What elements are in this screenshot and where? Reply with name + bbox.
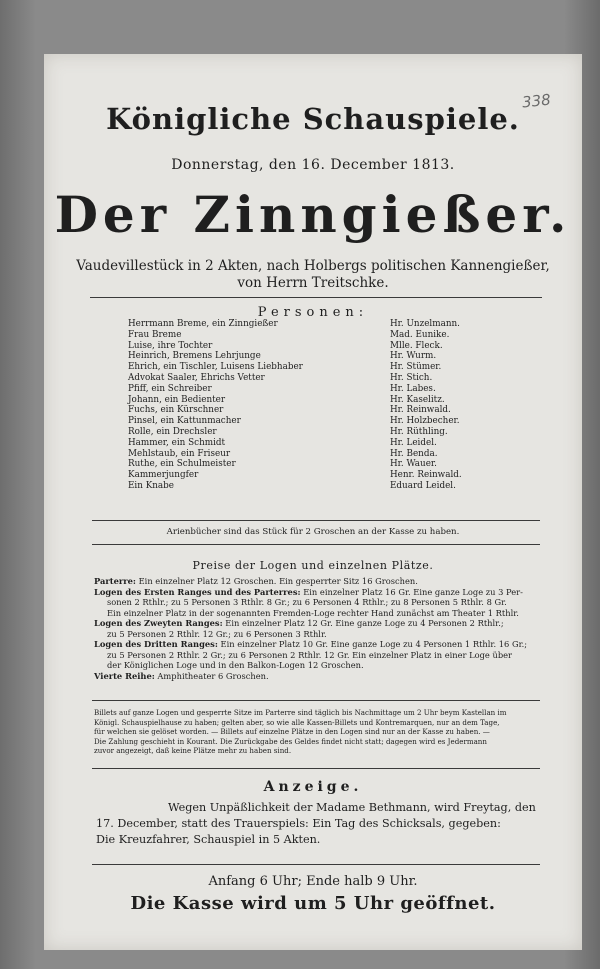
cast-actor: Eduard Leidel. (390, 480, 456, 491)
cast-actor: Hr. Rüthling. (390, 426, 448, 437)
price-line (94, 671, 564, 682)
price-line (94, 639, 564, 650)
price-text: Ein einzelner Platz in der sogenannten Fremden-Loge rechter Hand zunächst am Theater 1 Rthlr. (107, 607, 519, 618)
announcement-body (96, 800, 566, 848)
cast-role: Luise, ihre Tochter (128, 340, 213, 351)
cast-actor: Hr. Kaselitz. (390, 394, 445, 405)
cast-actor: Hr. Wurm. (390, 351, 437, 362)
cast-role: Ruthe, ein Schulmeister (128, 459, 236, 470)
cast-actor: Hr. Benda. (390, 448, 438, 459)
play-title: Der Zinngießer. (54, 185, 572, 244)
price-line (94, 629, 564, 640)
price-line (94, 587, 564, 598)
price-text: zu 5 Personen 2 Rthlr. 12 Gr.; zu 6 Personen 3 Rthlr. (107, 628, 327, 639)
price-label: Logen des Zweyten Ranges: (94, 618, 223, 628)
cast-row (128, 319, 548, 330)
cast-role: Rolle, ein Drechsler (128, 426, 217, 437)
price-line (94, 618, 564, 629)
cast-list (128, 319, 548, 492)
cast-row (128, 405, 548, 416)
price-label: Parterre: (94, 576, 136, 586)
price-label: Logen des Dritten Ranges: (94, 639, 218, 649)
cast-role: Advokat Saaler, Ehrichs Vetter (128, 372, 265, 383)
divider-rule (92, 768, 540, 769)
cast-row (128, 351, 548, 362)
notice-line: zuvor angezeigt, daß keine Plätze mehr zu haben sind. (94, 746, 292, 756)
cast-row (128, 427, 548, 438)
price-text: sonen 2 Rthlr.; zu 5 Personen 3 Rthlr. 8 Gr.; zu 6 Personen 4 Rthlr.; zu 8 Personen 5 Rthlr. 8 Gr. (107, 597, 507, 607)
announcement-line: 17. December, statt des Trauerspiels: Ein Tag des Schicksals, gegeben: (96, 817, 501, 830)
cast-role: Hammer, ein Schmidt (128, 437, 226, 448)
cast-actor: Hr. Leidel. (390, 437, 437, 448)
cast-row (128, 416, 548, 427)
price-text: Ein einzelner Platz 16 Gr. Eine ganze Loge zu 3 Per- (300, 586, 523, 597)
cast-actor: Mlle. Fleck. (390, 340, 443, 351)
cast-row (128, 470, 548, 481)
cast-actor: Mad. Eunike. (390, 329, 450, 340)
price-text: Ein einzelner Platz 10 Gr. Eine ganze Loge zu 4 Personen 1 Rthlr. 16 Gr.; (217, 639, 528, 649)
cast-role: Johann, ein Bedienter (128, 394, 226, 405)
cast-row (128, 362, 548, 373)
announcement-line: Wegen Unpäßlichkeit der Madame Bethmann, wird Freytag, den (168, 801, 536, 814)
play-subtitle-line-1: Vaudevillestück in 2 Akten, nach Holbergs politischen Kannengießer, (76, 258, 550, 274)
cast-actor: Hr. Stümer. (390, 362, 442, 373)
price-text: Ein einzelner Platz 12 Groschen. Ein gesperrter Sitz 16 Groschen. (135, 576, 418, 586)
cast-role: Heinrich, Bremens Lehrjunge (128, 351, 261, 362)
cast-actor: Hr. Wauer. (390, 459, 437, 470)
notice-line: Billets auf ganze Logen und gesperrte Sitze im Parterre sind täglich bis Nachmittage um 2 Uhr beym Kastellan im (94, 708, 507, 717)
announcement-line: Die Kreuzfahrer, Schauspiel in 5 Akten. (96, 833, 321, 846)
divider-rule (92, 700, 540, 701)
cast-role: Mehlstaub, ein Friseur (128, 448, 231, 459)
price-text: zu 5 Personen 2 Rthlr. 2 Gr.; zu 6 Personen 2 Rthlr. 12 Gr. Ein einzelner Platz in einer Loge über (107, 649, 513, 660)
ticket-notice (94, 708, 564, 756)
divider-rule (92, 544, 540, 545)
price-line (94, 608, 564, 619)
cast-actor: Hr. Holzbecher. (390, 416, 460, 427)
divider-rule (92, 864, 540, 865)
cast-row (128, 449, 548, 460)
notice-line: Die Zahlung geschieht in Kourant. Die Zurückgabe des Geldes findet nicht statt; dagegen wird es Jedermann (94, 736, 487, 746)
price-list (94, 576, 564, 681)
theatre-title: Königliche Schauspiele. (106, 102, 520, 136)
cast-row (128, 330, 548, 341)
cast-actor: Hr. Reinwald. (390, 405, 451, 416)
cast-row (128, 384, 548, 395)
price-line (94, 660, 564, 671)
cast-row (128, 481, 548, 492)
cast-row (128, 459, 548, 470)
cast-role: Pfiff, ein Schreiber (128, 383, 212, 394)
price-label: Vierte Reihe: (94, 670, 155, 681)
start-time-line: Anfang 6 Uhr; Ende halb 9 Uhr. (208, 874, 418, 889)
cast-actor: Henr. Reinwald. (390, 470, 462, 481)
performance-date: Donnerstag, den 16. December 1813. (171, 157, 455, 173)
price-line (94, 597, 564, 608)
divider-rule (90, 297, 542, 298)
box-office-line: Die Kasse wird um 5 Uhr geöffnet. (130, 893, 496, 914)
cast-row (128, 341, 548, 352)
cast-role: Kammerjungfer (128, 470, 199, 481)
price-label: Logen des Ersten Ranges und des Parterres: (94, 586, 301, 597)
notice-line: für welchen sie gelöset worden. — Billets auf einzelne Plätze in den Logen sind nur an der Kasse zu haben. — (94, 727, 490, 737)
price-text: Ein einzelner Platz 12 Gr. Eine ganze Loge zu 4 Personen 2 Rthlr.; (222, 618, 504, 628)
cast-role: Ehrich, ein Tischler, Luisens Liebhaber (128, 362, 303, 373)
cast-role: Pinsel, ein Kattunmacher (128, 416, 241, 427)
libretto-note: Arienbücher sind das Stück für 2 Groschen an der Kasse zu haben. (166, 527, 460, 537)
cast-role: Herrmann Breme, ein Zinngießer (128, 319, 278, 329)
cast-role: Ein Knabe (128, 480, 175, 491)
cast-heading: Personen: (257, 305, 369, 320)
price-line (94, 650, 564, 661)
prices-heading: Preise der Logen und einzelnen Plätze. (192, 559, 434, 572)
cast-row (128, 373, 548, 384)
divider-rule (92, 520, 540, 521)
notice-line: Königl. Schauspielhause zu haben; gelten aber, so wie alle Kassen-Billets und Kontremarquen, nur an dem Tage, (94, 717, 500, 727)
cast-row (128, 395, 548, 406)
cast-actor: Hr. Labes. (390, 383, 436, 394)
shelfmark-number: 338 (521, 90, 552, 112)
cast-actor: Hr. Stich. (390, 372, 433, 383)
cast-role: Frau Breme (128, 329, 182, 340)
price-text: der Königlichen Loge und in den Balkon-Logen 12 Groschen. (107, 660, 364, 670)
playbill-sheet (44, 54, 582, 950)
cast-row (128, 438, 548, 449)
cast-role: Fuchs, ein Kürschner (128, 405, 224, 416)
announcement-heading: Anzeige. (263, 779, 363, 795)
price-text: Amphitheater 6 Groschen. (154, 670, 269, 681)
price-line (94, 576, 564, 587)
play-subtitle-line-2: von Herrn Treitschke. (237, 275, 389, 291)
cast-actor: Hr. Unzelmann. (390, 319, 460, 329)
